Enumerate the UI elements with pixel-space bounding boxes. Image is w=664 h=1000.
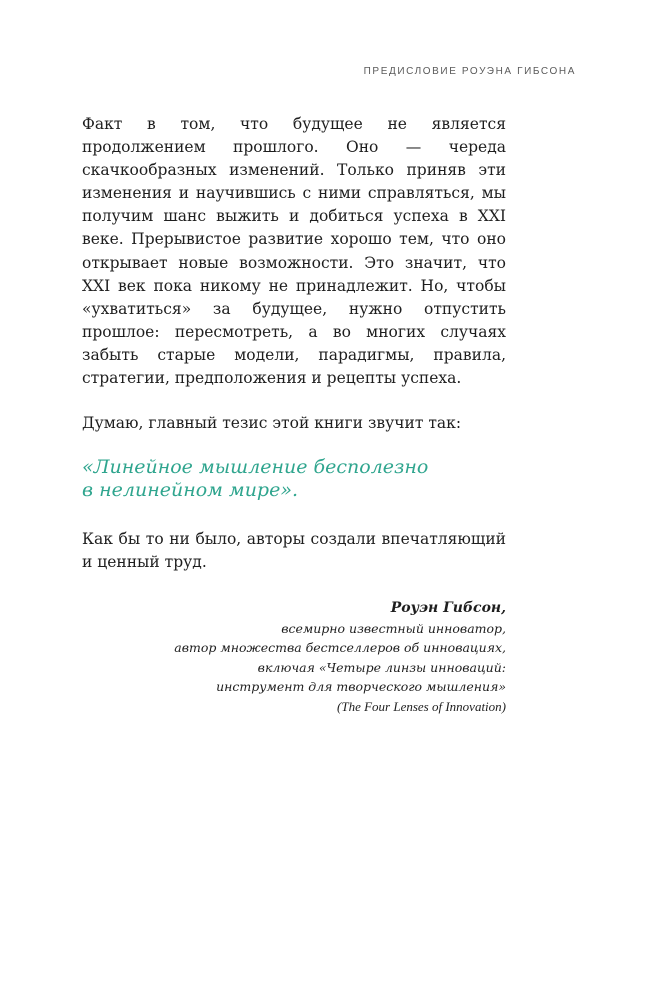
author-description-line: инструмент для творческого мышления» — [216, 679, 506, 695]
author-description-line: автор множества бестселлеров об инновациях, — [174, 640, 506, 656]
author-name: Роуэн Гибсон, — [390, 600, 506, 617]
book-original-title: (The Four Lenses of Innovation) — [337, 698, 506, 714]
author-description-line: всемирно известный инноватор, — [281, 620, 506, 636]
body-paragraph: Думаю, главный тезис этой книги звучит так: — [82, 414, 462, 433]
author-description-line: включая «Четыре линзы инноваций: — [257, 659, 506, 675]
running-head: ПРЕДИСЛОВИЕ РОУЭНА ГИБСОНА — [363, 66, 576, 77]
body-paragraph: Как бы то ни было, авторы создали впечатляющий и ценный труд. — [82, 530, 506, 572]
pull-quote-line: в нелинейном мире». — [82, 479, 298, 502]
signature-block — [82, 599, 506, 716]
page-body — [82, 113, 506, 716]
body-paragraph: Факт в том, что будущее не является продолжением прошлого. Оно — череда скачкообразных изменений. Только приняв эти изменения и научившись с ними справляться, мы получим шанс выжить и добиться успеха в XXI веке. Прерывистое развитие хорошо тем, что оно открывает новые возможности. Это значит, что XXI век пока никому не принадлежит. Но, чтобы «ухватиться» за будущее, нужно отпустить прошлое: пересмотреть, а во многих случаях забыть старые модели, парадигмы, правила, стратегии, предположения и рецепты успеха. — [82, 115, 506, 388]
pull-quote-line: «Линейное мышление бесполезно — [82, 456, 429, 479]
pull-quote — [82, 456, 506, 502]
